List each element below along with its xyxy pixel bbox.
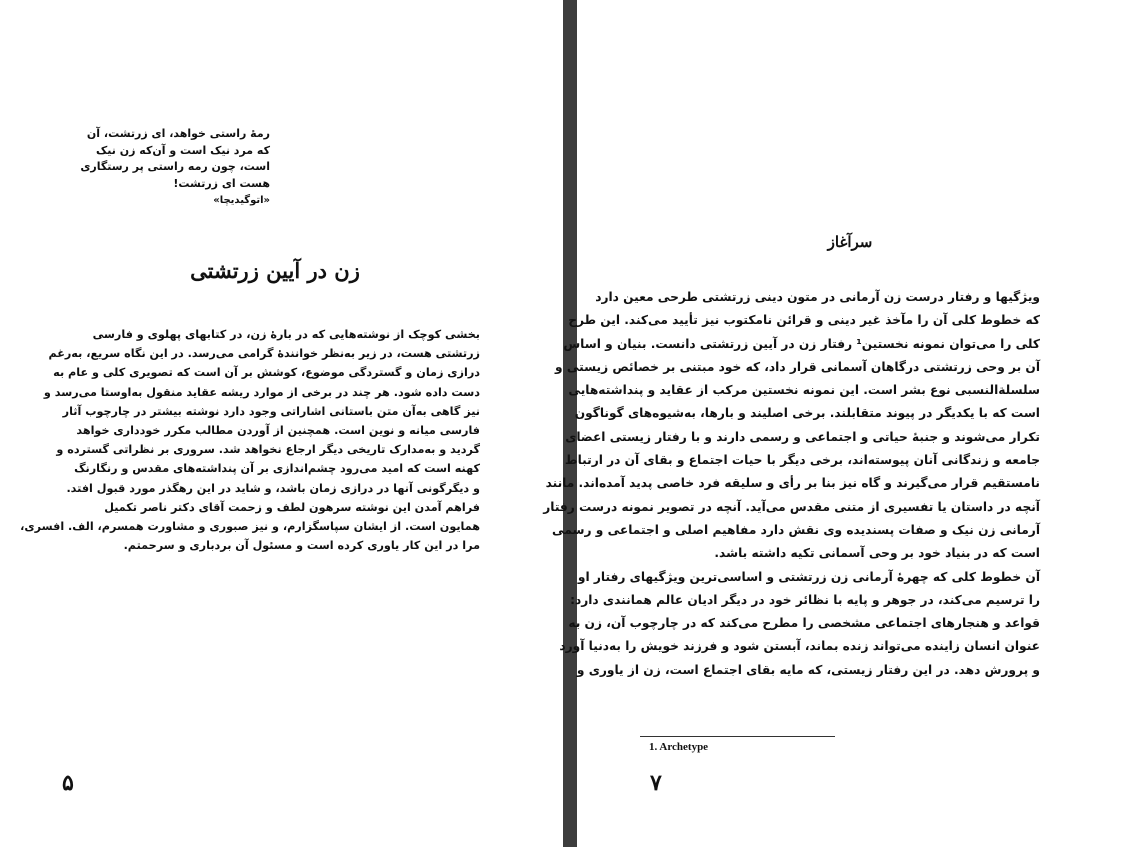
text-line: عنوان انسان زاینده می‌تواند زنده بماند، آبستن شود و فرزند خویش را به‌دنیا آورد [559, 639, 1040, 654]
epigraph-line: که مرد نیک است و آن‌که زن نیک [96, 143, 270, 157]
text-line: آن خطوط کلی که چهرهٔ آرمانی زن زرتشتی و اساسی‌ترین ویژگیهای رفتار او [577, 569, 1040, 584]
text-line: است که در بنیاد خود بر وحی آسمانی تکیه داشته باشد. [714, 546, 1040, 561]
chapter-title: زن در آیین زرتشتی [190, 258, 360, 283]
text-line: آرمانی زن نیک و صفات پسندیده وی نقش دارد مفاهیم اصلی و اجتماعی و رسمی [552, 522, 1040, 537]
text-line: درازی زمان و گستردگی موضوع، کوشش بر آن است که تصویری کلی و عام به [53, 366, 480, 380]
text-line: و دیگرگونی آنها در درازی زمان باشد، و شاید در این رهگذر مورد قبول افتد. [66, 481, 480, 495]
text-line: دست داده شود. هر چند در برخی از موارد ریشه عقاید منقول به‌اوستا می‌رسد و [43, 385, 480, 399]
text-line: مرا در این کار یاوری کرده است و مسئول آن بردباری و سرحمتم. [123, 539, 480, 553]
page-number: ۷ [650, 770, 662, 796]
text-line: قواعد و هنجارهای اجتماعی مشخصی را مطرح می‌کند که در چارچوب آن، زن به [568, 616, 1040, 631]
epigraph-line: رمهٔ راستی خواهد، ای زرتشت، آن [86, 127, 270, 140]
text-line: تکرار می‌شوند و جنبهٔ حیاتی و اجتماعی و رسمی دارند و با رفتار زیستی اعضای [565, 429, 1040, 444]
epigraph [80, 126, 270, 210]
footnote: 1. Archetype [649, 741, 709, 753]
text-line: فارسی میانه و نوین است. همچنین از آوردن مطالب مکرر خودداری خواهد [76, 424, 480, 438]
text-line: و پرورش دهد. در این رفتار زیستی، که مایه بقای اجتماع است، زن از یاوری و [576, 662, 1040, 677]
footnote-divider [640, 736, 835, 737]
left-body-text [20, 325, 480, 555]
text-line: آن بر وحی زرتشتی درگاهان آسمانی قرار داد، که خود مبتنی بر خصائص زیستی و [555, 359, 1040, 374]
text-line: زرتشتی هست، در زیر به‌نظر خوانندهٔ گرامی می‌رسد. در این نگاه سریع، به‌رغم [48, 347, 480, 361]
epigraph-line: هست ای زرتشت! [173, 176, 270, 190]
text-line: آنچه در داستان یا تفسیری از متنی مقدس می‌آید. آنچه در تصویر نمونه درست رفتار [543, 499, 1040, 514]
text-line: را ترسیم می‌کند، در جوهر و پایه با نظائر خود در دیگر ادیان عالم همانندی دارد: [570, 592, 1040, 607]
text-line: سلسلةالنسبی نوع بشر است. این نمونه نخستین مرکب از عقاید و پنداشته‌هایی [568, 383, 1040, 398]
text-line: جامعه و زندگانی آنان پیوسته‌اند، برخی دیگر با حیات اجتماع و بقای آن در ارتباط [564, 453, 1040, 468]
text-line: فراهم آمدن این نوشته سرهون لطف و زحمت آقای دکتر ناصر تکمیل‌ [104, 500, 480, 514]
text-line: کهنه است که امید می‌رود چشم‌اندازی بر آن پنداشته‌های مقدس و رنگارنگ [74, 462, 480, 476]
text-line: نیز گاهی به‌آن متن باستانی اشاراتی وجود دارد نوشته بیشتر در چارچوب آثار [62, 404, 480, 418]
right-body-text [543, 286, 1040, 682]
text-line: گردید و به‌مدارک تاریخی دیگر ارجاع نخواهد شد. سروری بر نظراتی گسترده و [56, 443, 480, 457]
left-page [0, 0, 563, 847]
text-line: ویژگیها و رفتار درست زن آرمانی در متون دینی زرتشتی طرحی معین دارد [595, 290, 1040, 304]
page-number: ۵ [62, 770, 74, 796]
section-title: سرآغاز [827, 233, 873, 251]
text-line: کلی را می‌توان نمونه نخستین¹ رفتار زن در آیین زرتشتی دانست. بنیان و اساس [563, 336, 1040, 351]
text-line: بخشی کوچک از نوشته‌هایی که در بارهٔ زن، در کتابهای پهلوی و فارسی [92, 328, 480, 341]
text-line: است که با یکدیگر در پیوند متقابلند. برخی اصلیند و بارها، به‌شیوه‌های گوناگون [574, 406, 1040, 421]
epigraph-source: «اتوگیدیچا» [213, 195, 270, 206]
text-line: همایون است. از ایشان سپاسگزارم، و نیز صبوری و مشاورت همسرم، الف. افسری، [20, 520, 480, 534]
epigraph-line: است، چون رمه راستی پر رستگاری [80, 160, 270, 173]
text-line: که خطوط کلی آن را مآخذ غیر دینی و قرائن نامکتوب نیز تأیید می‌کند. این طرح [568, 313, 1040, 328]
text-line: نامستقیم قرار می‌گیرند و گاه نیز بنا بر رأی و سلیقه فرد خاصی پدید آمده‌اند. مانند [545, 476, 1040, 491]
